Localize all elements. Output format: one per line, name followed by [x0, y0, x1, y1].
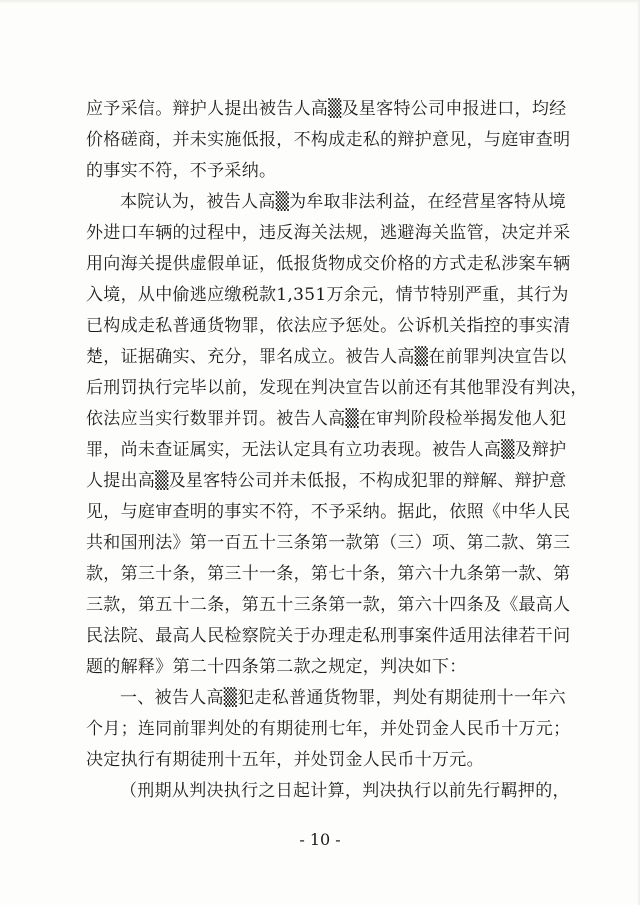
text-line: 外进口车辆的过程中，违反海关法规，逃避海关监管，决定并采 — [86, 223, 571, 243]
text-line: 应予采信。辩护人提出被告人高▒及星客特公司申报进口，均经 — [86, 99, 567, 119]
text-line: 价格磋商，并未实施低报，不构成走私的辩护意见，与庭审查明 — [86, 130, 571, 150]
text-line: 后刑罚执行完毕以前，发现在判决宣告以前还有其他罪没有判决， — [86, 378, 588, 398]
text-line: 题的解释》第二十四条第二款之规定，判决如下： — [86, 657, 467, 677]
page-number: - 10 - — [299, 830, 341, 849]
text-line: 三款，第五十二条，第五十三条第一款，第六十四条及《最高人 — [86, 595, 571, 615]
text-line: 人提出高▒及星客特公司并未低报，不构成犯罪的辩解、辩护意 — [86, 471, 567, 491]
text-line: 决定执行有期徒刑十五年，并处罚金人民币十万元。 — [86, 750, 484, 770]
text-line: 楚，证据确实、充分，罪名成立。被告人高▒在前罪判决宣告以 — [86, 347, 567, 367]
text-line: 款，第三十条，第三十一条，第七十条，第六十九条第一款、第 — [86, 564, 571, 584]
text-line: 罪，尚未查证属实，无法认定具有立功表现。被告人高▒及辩护 — [86, 440, 567, 460]
text-line: 本院认为，被告人高▒为牟取非法利益，在经营星客特从境 — [120, 192, 566, 212]
text-line: 见，与庭审查明的事实不符，不予采纳。据此，依照《中华人民 — [86, 502, 571, 522]
text-line: （刑期从判决执行之日起计算，判决执行以前先行羁押的， — [120, 781, 570, 801]
text-line: 已构成走私普通货物罪，依法应予惩处。公诉机关指控的事实清 — [86, 316, 571, 336]
text-line: 入境，从中偷逃应缴税款1,351万余元，情节特别严重，其行为 — [86, 285, 569, 305]
text-line: 民法院、最高人民检察院关于办理走私刑事案件适用法律若干问 — [86, 626, 571, 646]
text-line: 依法应当实行数罪并罚。被告人高▒在审判阶段检举揭发他人犯 — [86, 409, 567, 429]
text-line: 共和国刑法》第一百五十三条第一款第（三）项、第二款、第三 — [86, 533, 571, 553]
text-line: 用向海关提供虚假单证，低报货物成交价格的方式走私涉案车辆 — [86, 254, 571, 274]
scan-edge-top — [0, 0, 640, 4]
text-line: 的事实不符，不予采纳。 — [86, 161, 277, 181]
text-line: 个月；连同前罪判处的有期徒刑七年，并处罚金人民币十万元； — [86, 719, 571, 739]
text-line: 一、被告人高▒犯走私普通货物罪，判处有期徒刑十一年六 — [120, 688, 566, 708]
